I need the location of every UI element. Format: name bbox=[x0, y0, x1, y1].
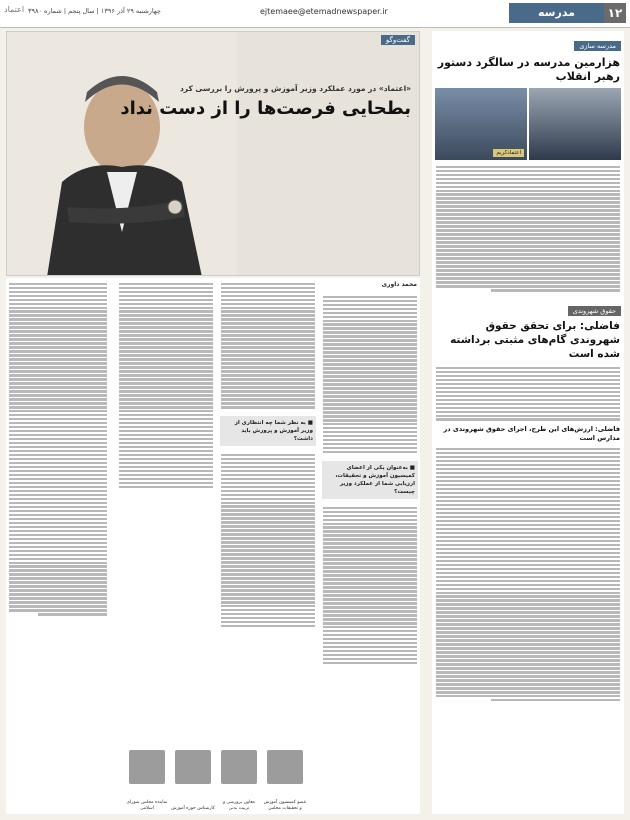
hero-section-tag: گفت‌وگو bbox=[381, 35, 415, 45]
section-tag-rights: حقوق شهروندی bbox=[568, 306, 621, 316]
hero-kicker: «اعتماد» در مورد عملکرد وزیر آموزش و پرورش را بررسی کرد bbox=[179, 84, 411, 93]
portrait-label: کارشناس حوزه آموزش bbox=[171, 806, 215, 811]
section-tag-school: مدرسه سازی bbox=[574, 41, 621, 51]
section-title: مدرسه bbox=[509, 3, 604, 23]
hero-feature bbox=[6, 31, 420, 276]
portrait-photo bbox=[129, 750, 165, 784]
question-text-1: ■ به‌عنوان یکی از اعضای کمیسیون آموزش و تحقیقات، ارزیابی شما از عملکرد وزیر چیست؟ bbox=[335, 464, 415, 495]
portrait-label: نماینده مجلس شورای اسلامی bbox=[126, 800, 168, 811]
portrait-photo bbox=[221, 750, 257, 784]
story2-body-cont bbox=[432, 444, 624, 705]
article-column-4 bbox=[6, 278, 110, 814]
portrait-strip bbox=[121, 746, 311, 814]
right-column bbox=[432, 31, 624, 814]
portrait-label: عضو کمیسیون آموزش و تحقیقات مجلس bbox=[263, 800, 307, 811]
story1-photo-left bbox=[435, 88, 527, 160]
portrait-photo bbox=[267, 750, 303, 784]
photo-caption: اعتمادکریم bbox=[493, 149, 524, 157]
email-link[interactable]: ejtemaee@etemadnewspaper.ir bbox=[260, 7, 388, 16]
article-column-2 bbox=[218, 278, 318, 814]
byline: محمد داوری bbox=[381, 281, 417, 288]
page-number: ۱۲ bbox=[604, 3, 626, 23]
question-box-1 bbox=[322, 461, 418, 499]
article-columns bbox=[6, 278, 420, 814]
article-column-1 bbox=[320, 278, 420, 814]
story2-body bbox=[432, 363, 624, 424]
newspaper-logo: اعتماد bbox=[4, 5, 25, 14]
portrait-photo bbox=[175, 750, 211, 784]
question-text-2: ■ به نظر شما چه انتظاری از وزیر آموزش و پرورش باید داشت؟ bbox=[234, 420, 313, 443]
minister-photo bbox=[7, 32, 237, 276]
story2-subhead: فاضلی: ارزش‌های این طرح، اجرای حقوق شهروندی در مدارس است bbox=[443, 425, 620, 443]
article-column-3 bbox=[116, 278, 216, 814]
dateline: چهارشنبه ۲۹ آذر ۱۳۹۶ | سال پنجم | شماره ۳۹۸۰ bbox=[28, 7, 161, 15]
hero-headline[interactable]: بطحایی فرصت‌ها را از دست نداد bbox=[120, 98, 411, 119]
portrait-label: معاون پرورشی و تربیت بدنی bbox=[222, 800, 256, 811]
story1-body bbox=[432, 162, 624, 295]
page-header bbox=[0, 0, 630, 28]
question-box-2 bbox=[220, 416, 316, 446]
story1-headline[interactable]: هزارمین مدرسه در سالگرد دستور رهبر انقلاب bbox=[437, 56, 620, 83]
story2-headline[interactable]: فاضلی: برای تحقق حقوق شهروندی گام‌های مثبتی برداشته شده است bbox=[450, 320, 620, 361]
story1-photo-right bbox=[529, 88, 621, 160]
